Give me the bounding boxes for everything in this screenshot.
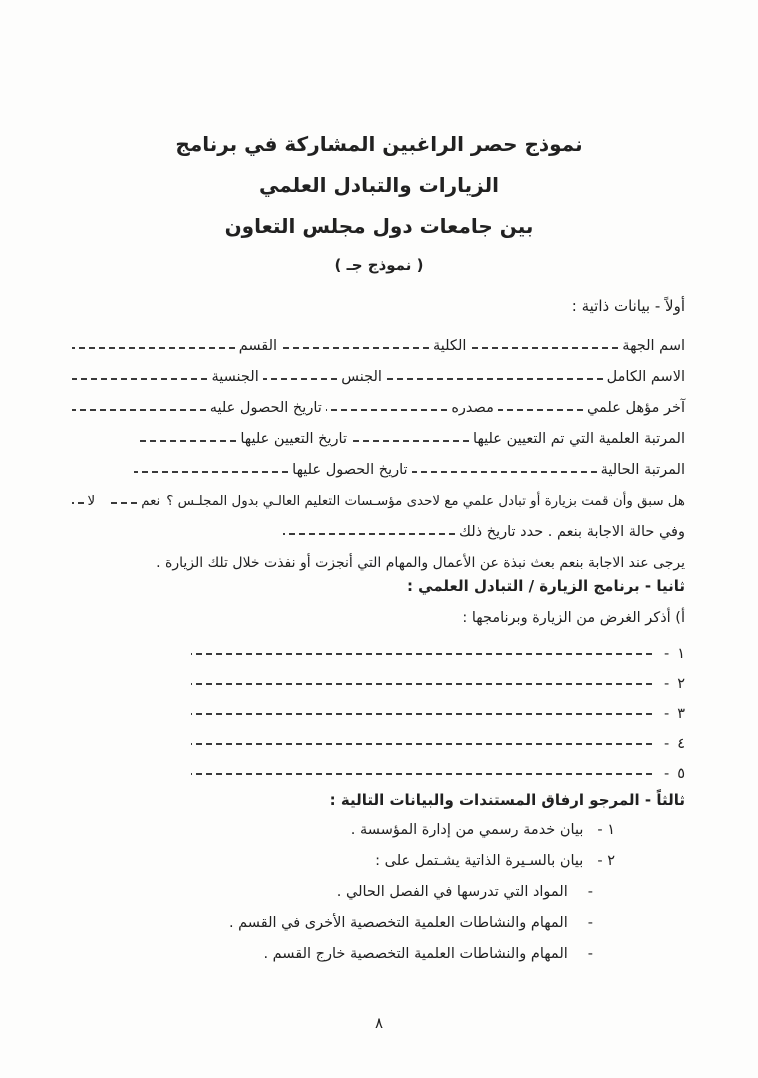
form-row-appointment-rank: [68, 419, 685, 450]
form-title-line-1: نموذج حصر الراغبين المشاركة في برنامج: [175, 132, 583, 156]
page-number: ٨: [374, 1014, 384, 1032]
gender-fill-line: [263, 378, 338, 380]
purpose-line-1-dash: -: [663, 646, 670, 662]
attachment-note-text: يرجى عند الاجابة بنعم بعث نبذة عن الأعمال والمهام التي أنجزت أو نفذت خلال تلك الزيارة .: [156, 555, 685, 571]
purpose-line-4-fill-line: [191, 743, 652, 745]
college-fill-line: [281, 347, 429, 349]
cv-bullet-1: [68, 884, 685, 915]
form-row-note: [68, 543, 685, 574]
entity-name-fill-line: [470, 347, 618, 349]
purpose-line-1-fill-line: [191, 653, 652, 655]
current-rank-label: المرتبة الحالية: [600, 462, 685, 478]
form-row-entity: [68, 326, 685, 357]
answer-yes-label: نعم: [141, 494, 161, 509]
form-row-name: [68, 357, 685, 388]
college-label: الكلية: [432, 338, 467, 354]
purpose-line-3: [68, 696, 685, 726]
gender-label: الجنس: [341, 369, 382, 385]
cv-bullet-3: [68, 946, 685, 977]
section1-heading: أولاً - بيانات ذاتية :: [571, 297, 685, 315]
current-rank-date-fill-line: [134, 471, 288, 473]
purpose-line-5-fill-line: [191, 773, 652, 775]
cv-bullet-2-dash: -: [587, 915, 593, 931]
section-visit-program: [68, 574, 685, 786]
purpose-line-4: [68, 726, 685, 756]
attachment-item-2-text: بيان بالسـيرة الذاتية يشـتمل على :: [375, 853, 584, 869]
cv-bullet-2: [68, 915, 685, 946]
purpose-line-5-dash: -: [663, 766, 670, 782]
form-title-block: [0, 124, 758, 283]
purpose-line-2: [68, 666, 685, 696]
last-degree-fill-line: [498, 409, 583, 411]
current-rank-fill-line: [412, 471, 597, 473]
purpose-line-3-dash: -: [663, 706, 670, 722]
section-attachments: [68, 788, 685, 977]
full-name-label: الاسم الكامل: [606, 369, 685, 385]
form-row-current-rank: [68, 450, 685, 481]
answer-yes-fill-line: [107, 502, 137, 504]
entity-name-label: اسم الجهة: [622, 338, 685, 354]
purpose-line-5: [68, 756, 685, 786]
attachment-item-1: [68, 822, 685, 853]
purpose-line-3-fill-line: [191, 713, 652, 715]
section2-heading: ثانيا - برنامج الزيارة / التبادل العلمي :: [406, 577, 685, 595]
attachment-item-1-text: بيان خدمة رسمي من إدارة المؤسسة .: [350, 822, 584, 838]
last-degree-label: آخر مؤهل علمي: [586, 400, 685, 416]
appointment-rank-fill-line: [351, 440, 469, 442]
purpose-line-4-number: ٤: [677, 736, 685, 752]
purpose-line-2-fill-line: [191, 683, 652, 685]
visit-date-fill-line: [283, 533, 455, 535]
appointment-date-fill-line: [138, 440, 236, 442]
form-row-visit-date: [68, 512, 685, 543]
purpose-line-1-number: ١: [677, 646, 685, 662]
purpose-line-2-dash: -: [663, 676, 670, 692]
current-rank-date-label: تاريخ الحصول عليها: [292, 462, 408, 478]
section3-heading: ثالثاً - المرجو ارفاق المستندات والبيانات التالية :: [329, 791, 685, 809]
cv-bullet-2-text: المهام والنشاطات العلمية التخصصية الأخرى في القسم .: [228, 915, 568, 931]
appointment-date-label: تاريخ التعيين عليها: [240, 431, 347, 447]
answer-no-label: لا: [87, 494, 96, 509]
purpose-line-5-number: ٥: [677, 766, 685, 782]
department-label: القسم: [238, 338, 278, 354]
cv-bullet-3-dash: -: [587, 946, 593, 962]
previous-visit-question-label: هل سبق وأن قمت بزيارة أو تبادل علمي مع لاحدى مؤسـسات التعليم العالـي بدول المجلـس ؟: [166, 494, 685, 509]
nationality-label: الجنسية: [211, 369, 259, 385]
attachment-item-2: [68, 853, 685, 884]
cv-bullet-3-text: المهام والنشاطات العلمية التخصصية خارج القسم .: [263, 946, 568, 962]
full-name-fill-line: [386, 378, 603, 380]
cv-bullet-1-dash: -: [587, 884, 593, 900]
form-row-previous-visit-question: [68, 481, 685, 512]
appointment-rank-label: المرتبة العلمية التي تم التعيين عليها: [473, 431, 685, 447]
section-personal-data: [68, 294, 685, 574]
degree-date-fill-line: [72, 409, 206, 411]
attachment-item-2-number: ٢ -: [597, 853, 615, 869]
purpose-line-3-number: ٣: [677, 706, 685, 722]
form-code-label: ( نموذج جـ ): [334, 256, 424, 274]
degree-source-fill-line: [326, 409, 448, 411]
cv-bullet-1-text: المواد التي تدرسها في الفصل الحالي .: [336, 884, 568, 900]
purpose-line-2-number: ٢: [677, 676, 685, 692]
attachment-item-1-number: ١ -: [597, 822, 615, 838]
department-fill-line: [72, 347, 235, 349]
form-title-line-3: بين جامعات دول مجلس التعاون: [224, 214, 534, 238]
answer-no-fill-line: [72, 502, 84, 504]
section2-sub-label: أ) أذكر الغرض من الزيارة وبرنامجها :: [462, 610, 685, 626]
form-row-qualification: [68, 388, 685, 419]
nationality-fill-line: [72, 378, 207, 380]
visit-date-label: وفي حالة الاجابة بنعم . حدد تاريخ ذلك: [459, 524, 685, 540]
degree-date-label: تاريخ الحصول عليه: [209, 400, 322, 416]
purpose-line-4-dash: -: [663, 736, 670, 752]
purpose-line-1: [68, 636, 685, 666]
form-title-line-2: الزيارات والتبادل العلمي: [259, 173, 499, 197]
degree-source-label: مصدره: [451, 400, 494, 416]
